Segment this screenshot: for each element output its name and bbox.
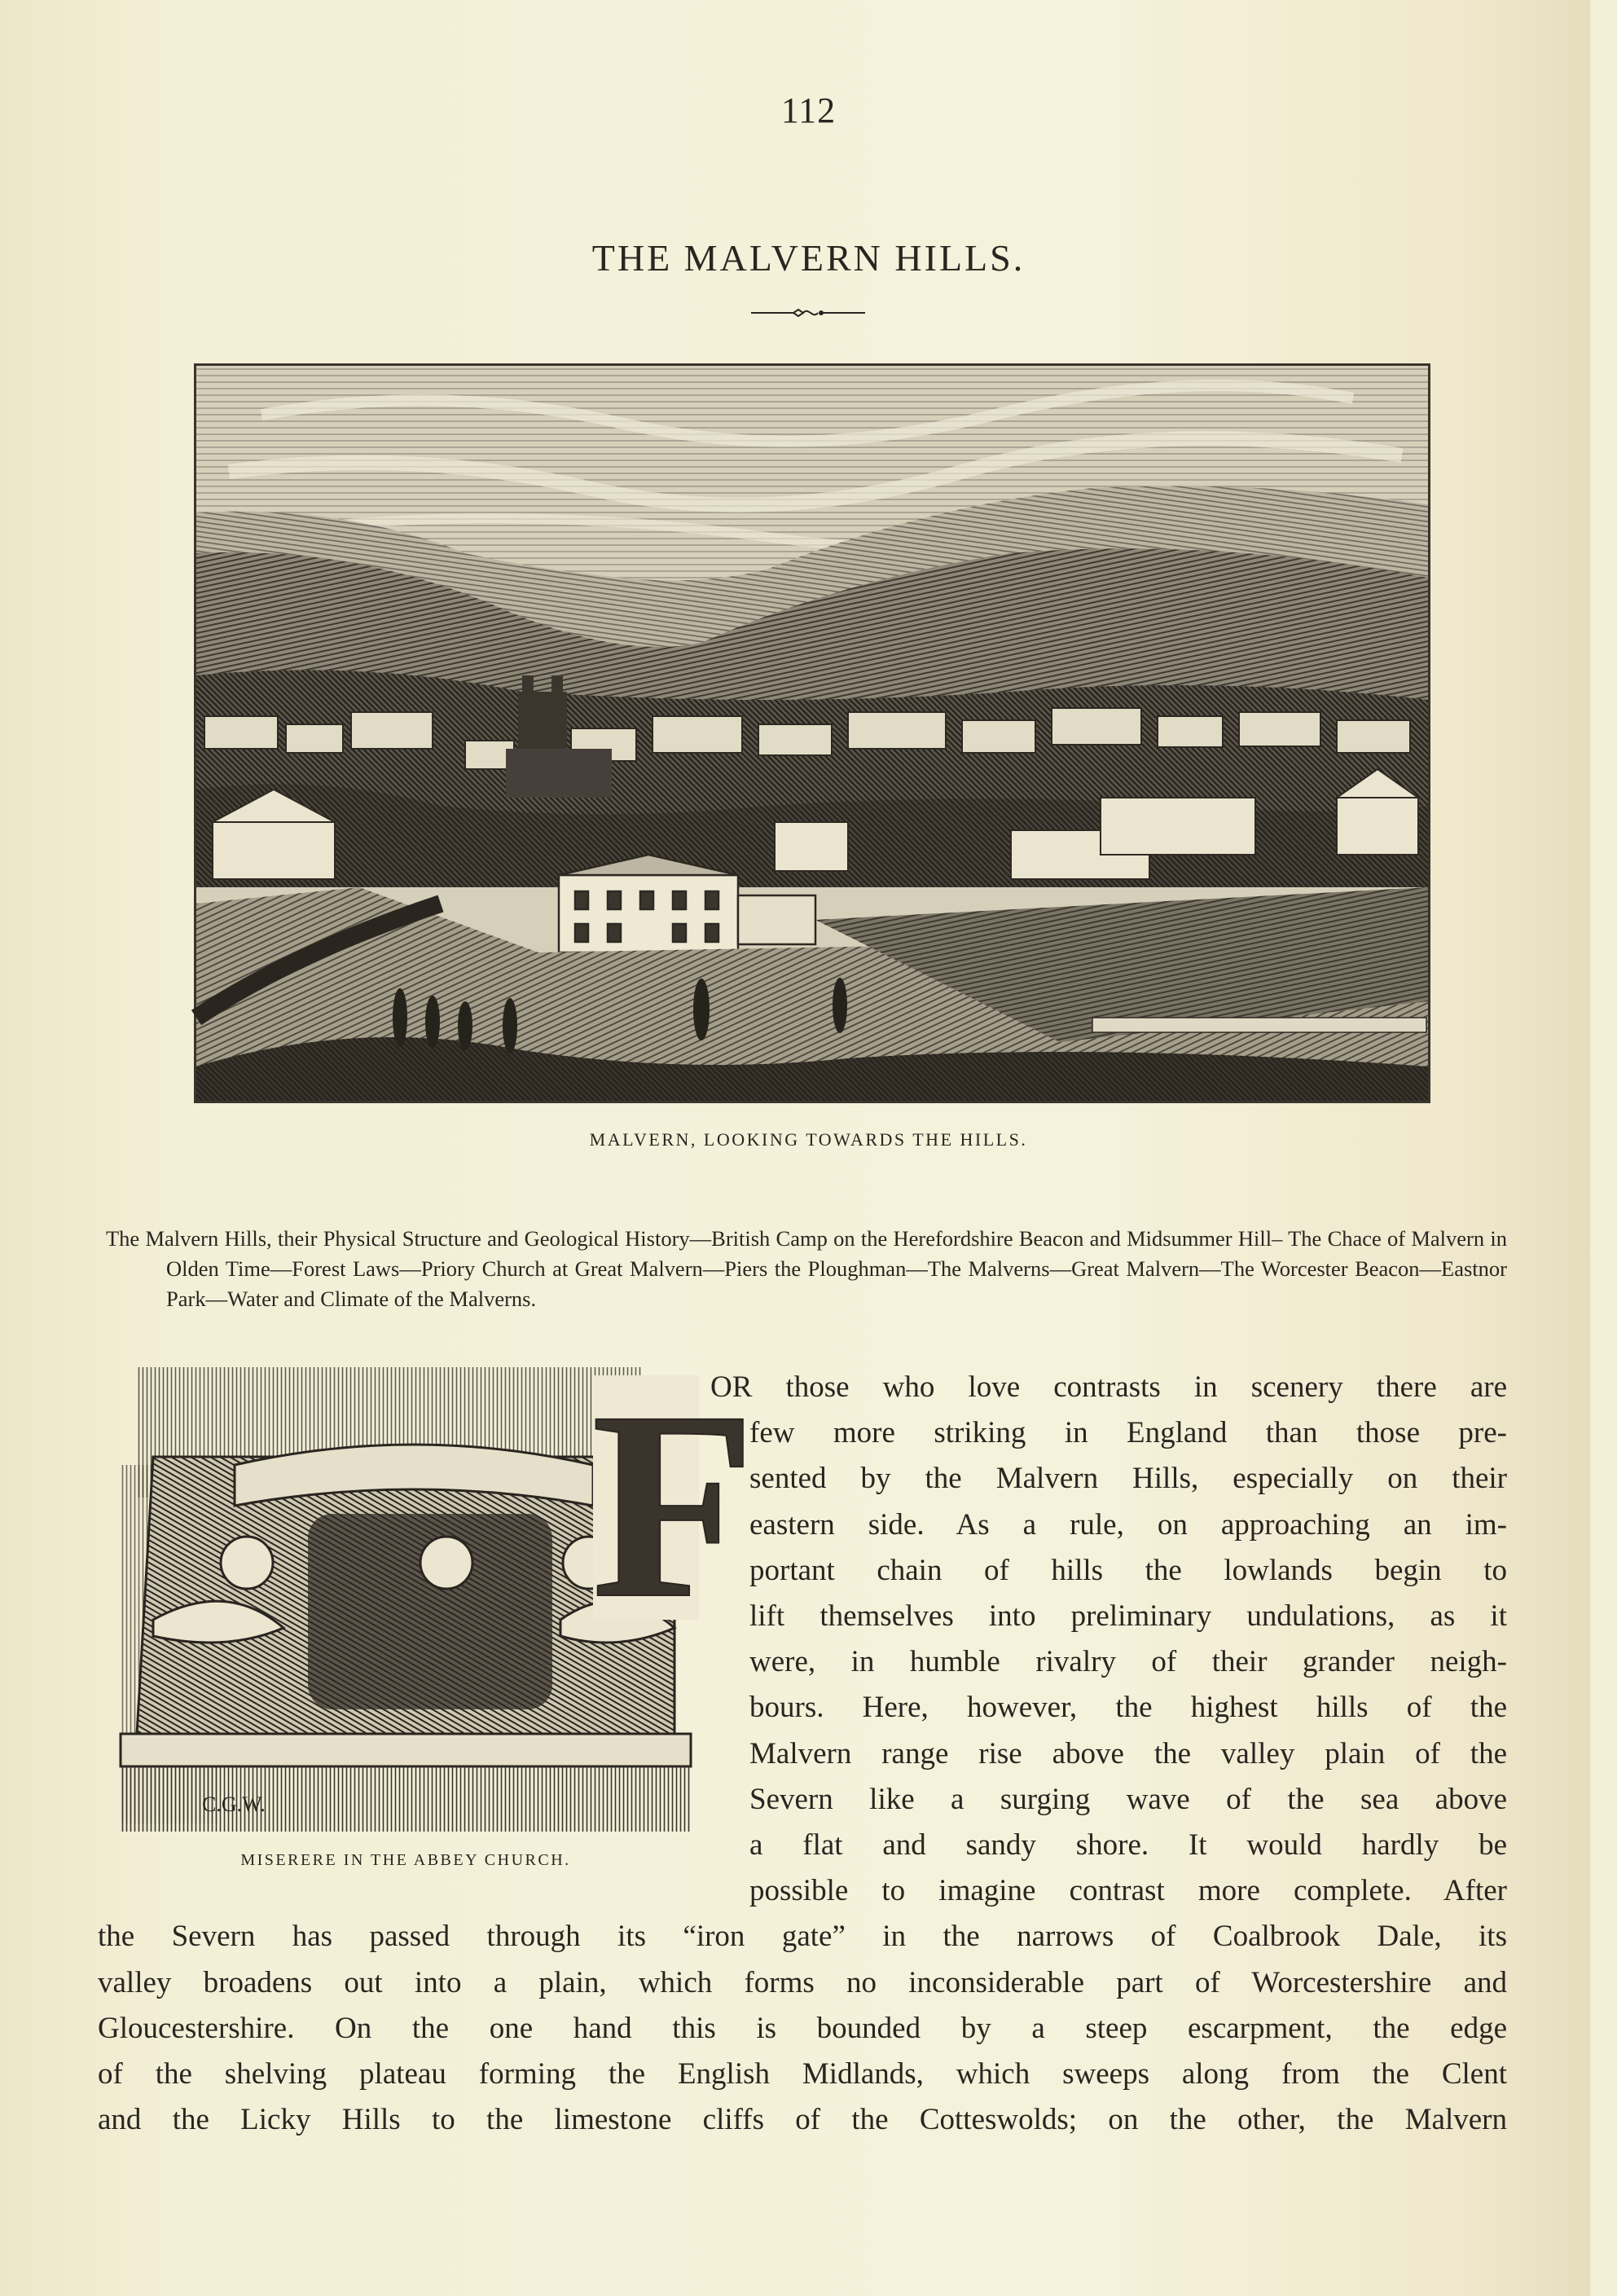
text-line: possible to imagine contrast more complete. After (749, 1874, 1507, 1908)
text-line: Malvern range rise above the valley plain of the (749, 1736, 1507, 1770)
text-line: eastern side. As a rule, on approaching an im- (749, 1507, 1507, 1542)
miserere-caption: MISERERE IN THE ABBEY CHURCH. (240, 1851, 571, 1869)
text-line: Severn like a surging wave of the sea above (749, 1782, 1507, 1816)
text-line: lift themselves into preliminary undulations, as it (749, 1599, 1507, 1634)
title-ornament (751, 303, 865, 319)
text-line: the Severn has passed through its “iron gate” in the narrows of Coalbrook Dale, its (98, 1920, 1507, 1954)
malvern-landscape-image (196, 366, 1428, 1101)
chapter-summary: The Malvern Hills, their Physical Structure and Geological History—British Camp on the Herefordshire Beacon and Midsummer Hill– The Chace of Malvern in Olden Time—Forest Laws—Priory Church at Great Malvern—Piers the Ploughman—The Malverns—Great Malvern—The Worcester Beacon—Eastnor Park—Water and Climate of the Malverns. (106, 1226, 1507, 1311)
engraver-signature: C.G.W. (202, 1792, 266, 1816)
engraving-caption: MALVERN, LOOKING TOWARDS THE HILLS. (589, 1129, 1028, 1150)
text-line: sented by the Malvern Hills, especially on their (749, 1462, 1507, 1496)
text-line: of the shelving plateau forming the English Midlands, which sweeps along from the Clent (98, 2057, 1507, 2091)
text-line: OR those who love contrasts in scenery there are (710, 1370, 1507, 1404)
text-line: were, in humble rivalry of their grander neigh- (749, 1645, 1507, 1679)
text-line: few more striking in England than those pre- (749, 1416, 1507, 1450)
malvern-engraving (194, 363, 1430, 1103)
page-number: 112 (780, 90, 837, 130)
text-line: bours. Here, however, the highest hills of the (749, 1691, 1507, 1725)
text-line: Gloucestershire. On the one hand this is bounded by a steep escarpment, the edge (98, 2011, 1507, 2045)
body-text (98, 1365, 1507, 2143)
page-title: THE MALVERN HILLS. (591, 237, 1026, 279)
drop-cap-letter: F (591, 1357, 756, 1654)
text-line: a flat and sandy shore. It would hardly be (749, 1828, 1507, 1863)
text-line: valley broadens out into a plain, which forms no inconsiderable part of Worcestershire and (98, 1965, 1507, 1999)
text-line: portant chain of hills the lowlands begin to (749, 1553, 1507, 1587)
text-line: and the Licky Hills to the limestone cliffs of the Cotteswolds; on the other, the Malvern (98, 2103, 1507, 2137)
